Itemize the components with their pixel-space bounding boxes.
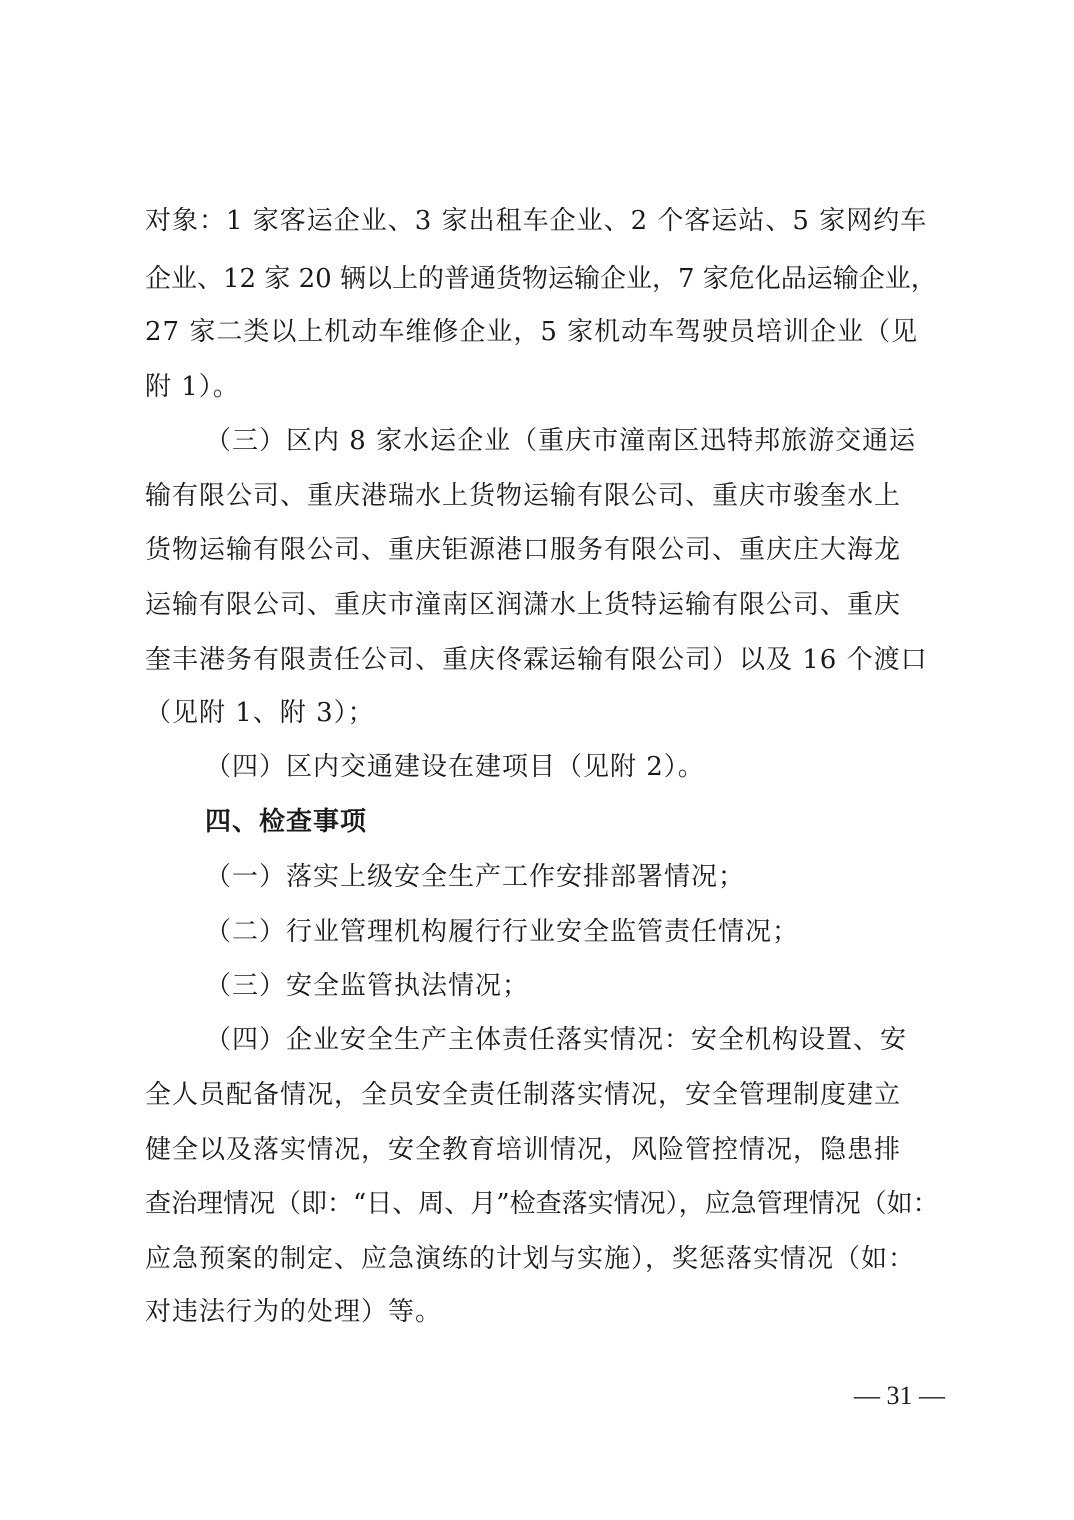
body-text-line: 对违法行为的处理）等。 [145, 1297, 443, 1327]
body-text-line: 27 家二类以上机动车维修企业，5 家机动车驾驶员培训企业（见 [145, 317, 919, 347]
body-text-line: 奎丰港务有限责任公司、重庆佟霖运输有限公司）以及 16 个渡口 [145, 645, 928, 675]
body-text-line: 货物运输有限公司、重庆钜源港口服务有限公司、重庆庄大海龙 [145, 535, 902, 565]
body-text-line: 对象：1 家客运企业、3 家出租车企业、2 个客运站、5 家网约车 [145, 206, 928, 236]
page-number: — 31 — [854, 1381, 945, 1410]
body-text-line: （三）区内 8 家水运企业（重庆市潼南区迅特邦旅游交通运 [205, 426, 917, 456]
list-item: （四）企业安全生产主体责任落实情况：安全机构设置、安 [205, 1025, 908, 1055]
body-text-line: 查治理情况（即：“日、周、月”检查落实情况），应急管理情况（如： [145, 1189, 939, 1219]
list-item: （一）落实上级安全生产工作安排部署情况； [205, 862, 746, 892]
section-heading: 四、检查事项 [205, 807, 368, 837]
body-text-line: （四）区内交通建设在建项目（见附 2）。 [205, 752, 705, 782]
body-text-line: 运输有限公司、重庆市潼南区润潇水上货特运输有限公司、重庆 [145, 590, 902, 620]
body-text-line: 健全以及落实情况，安全教育培训情况，风险管控情况，隐患排 [145, 1135, 902, 1165]
list-item: （二）行业管理机构履行行业安全监管责任情况； [205, 917, 800, 947]
body-text-line: 全人员配备情况，全员安全责任制落实情况，安全管理制度建立 [145, 1080, 902, 1110]
body-text-line: （见附 1、附 3）； [145, 698, 375, 728]
body-text-line: 输有限公司、重庆港瑞水上货物运输有限公司、重庆市骏奎水上 [145, 481, 902, 511]
body-text-line: 附 1）。 [145, 372, 240, 402]
list-item: （三）安全监管执法情况； [205, 971, 530, 1001]
body-text-line: 企业、12 家 20 辆以上的普通货物运输企业，7 家危化品运输企业， [145, 264, 937, 294]
body-text-line: 应急预案的制定、应急演练的计划与实施），奖惩落实情况（如： [145, 1244, 916, 1274]
